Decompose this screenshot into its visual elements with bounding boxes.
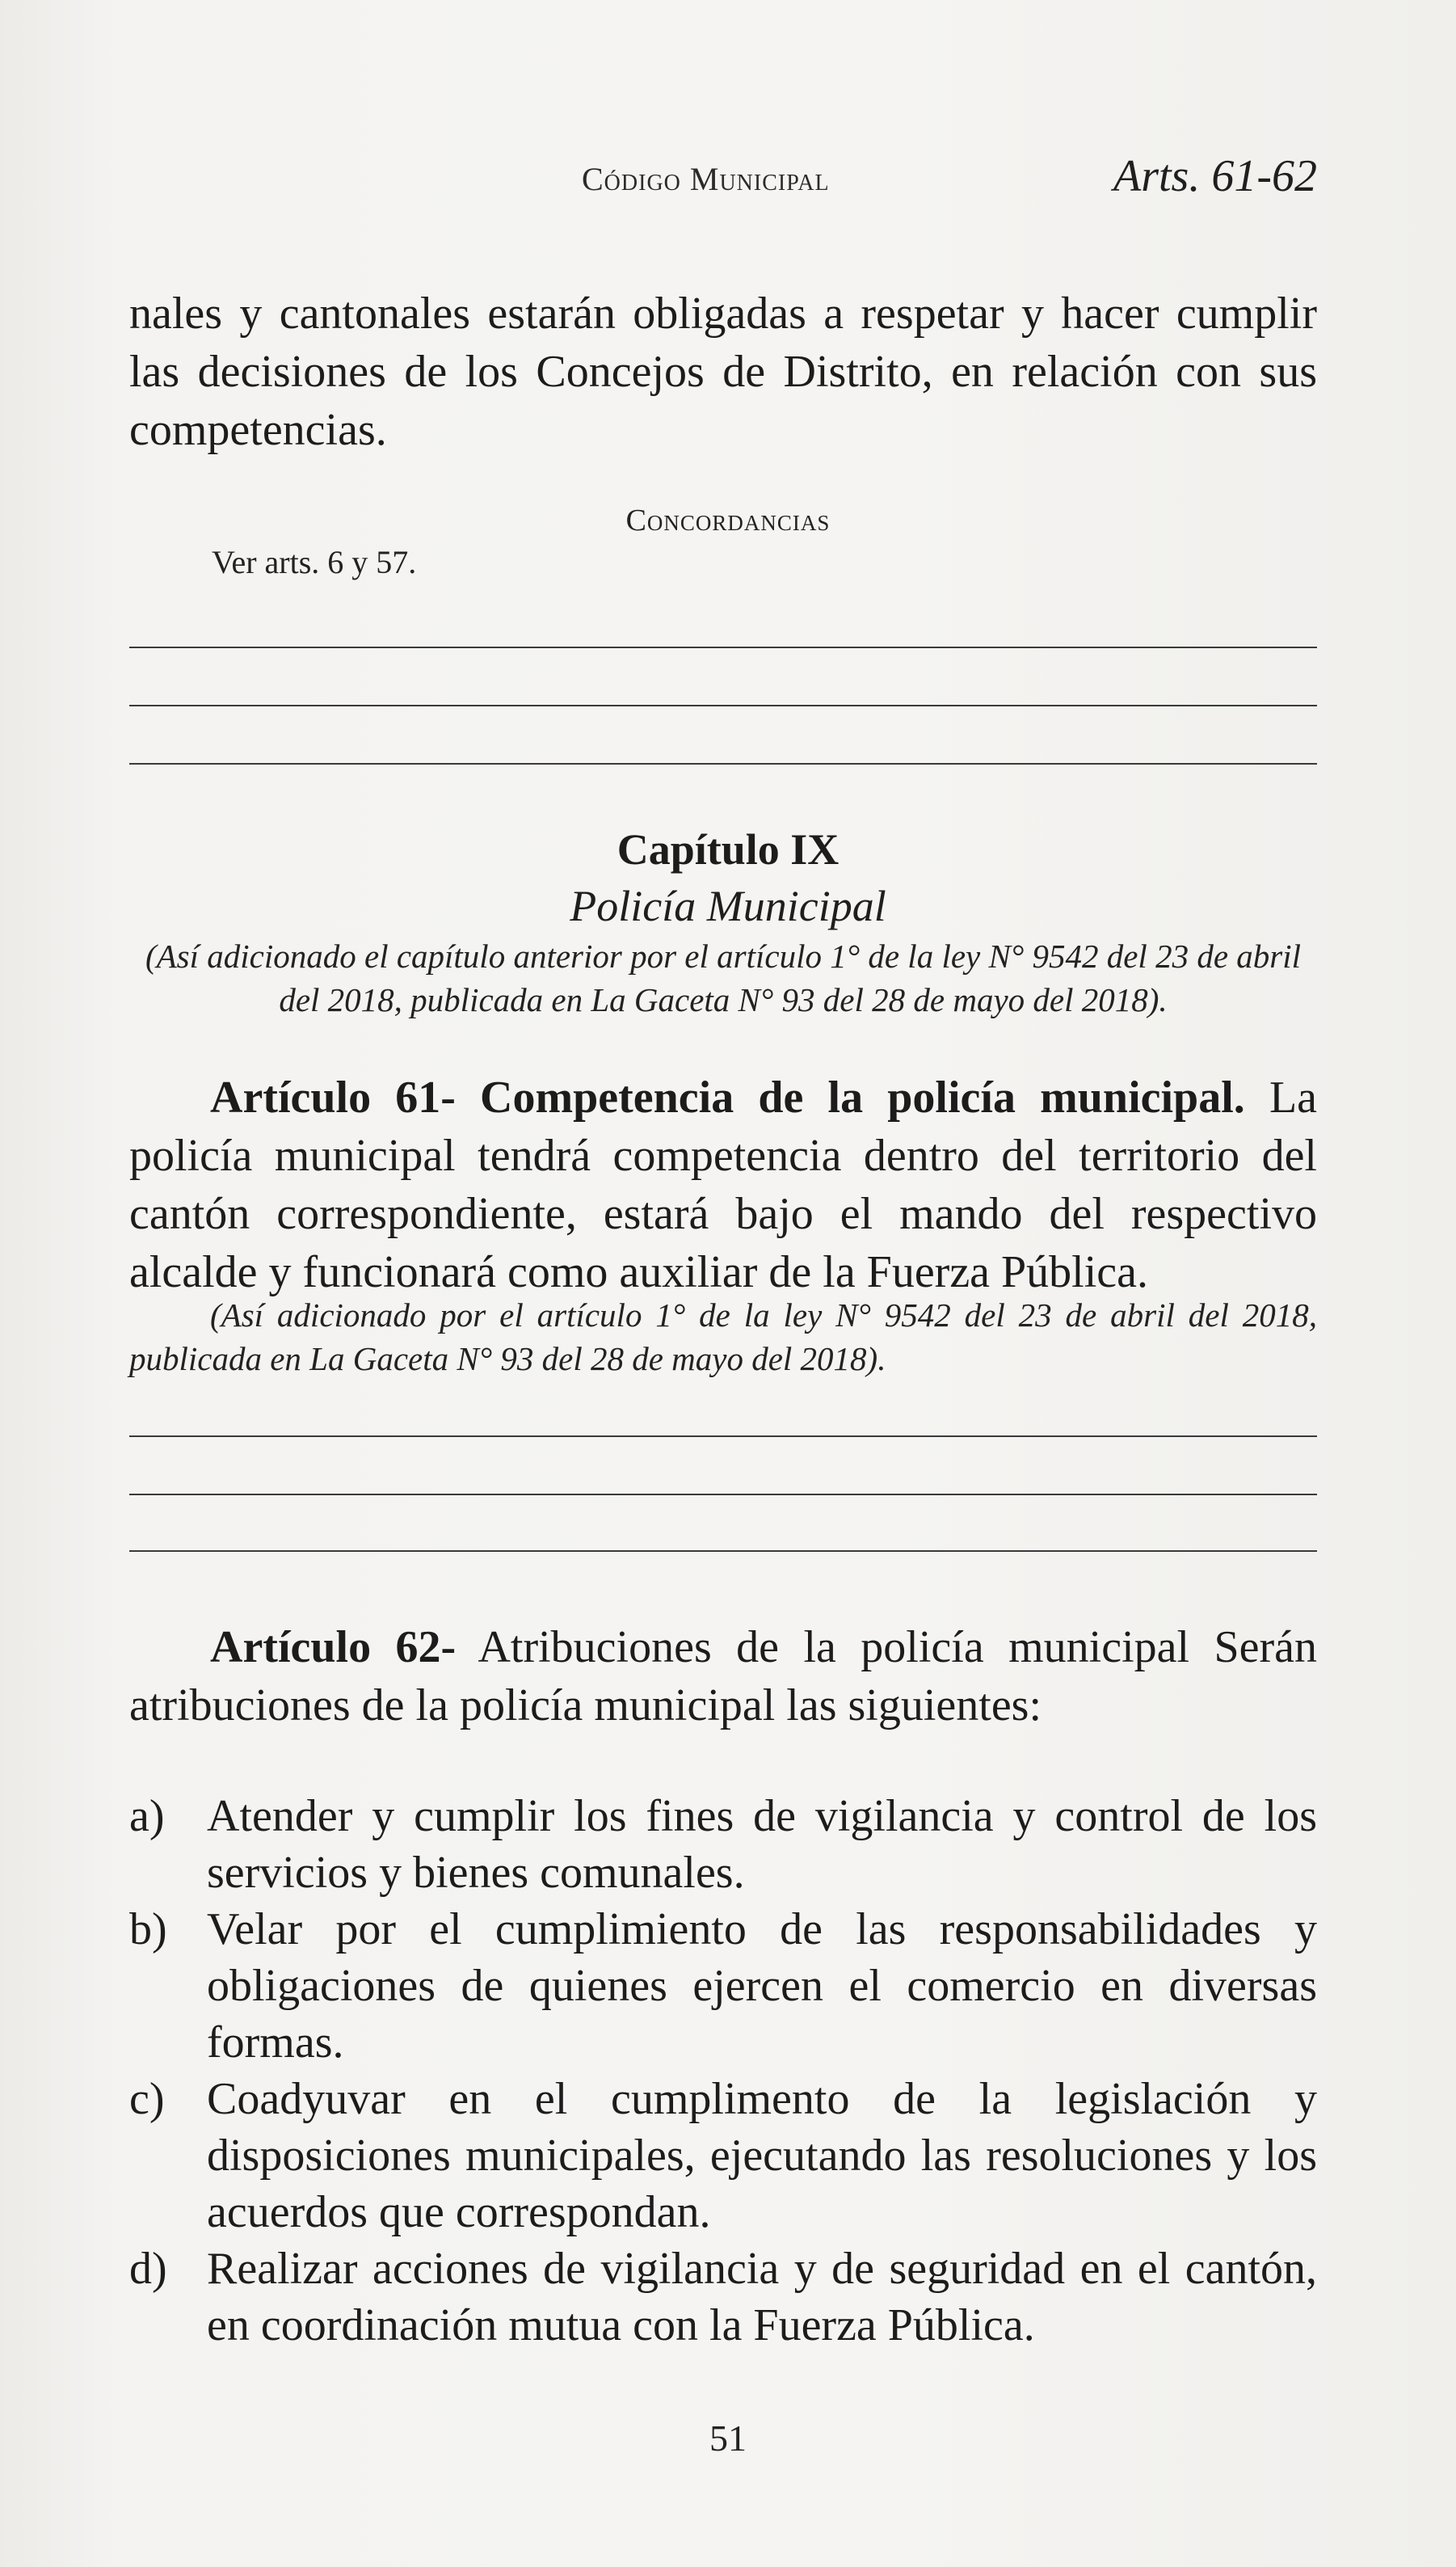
article-61 (129, 1069, 1317, 1301)
chapter-note: (Así adicionado el capítulo anterior por el artículo 1° de la ley N° 9542 del 23 de abril del 2018, publicada en La Gaceta N° 93 del 28 de mayo del 2018). (145, 938, 1302, 1018)
running-head-articles: Arts. 61-62 (1113, 151, 1317, 201)
divider-rule (129, 1550, 1317, 1552)
article-62-list (129, 1788, 1317, 2354)
article-62-heading: Artículo 62- (210, 1622, 457, 1672)
list-item-text: Atender y cumplir los fines de vigilancia y control de los servicios y bienes comunales. (207, 1791, 1317, 1898)
running-head (129, 150, 1317, 215)
running-head-title: Código Municipal (582, 161, 830, 197)
list-item (129, 2071, 1317, 2240)
divider-rule (129, 763, 1317, 765)
article-61-body: La policía municipal tendrá competencia dentro del territorio del cantón correspondiente, estará bajo el mando del respectivo alcalde y funcionará como auxiliar de la Fuerza Pública. (129, 1073, 1318, 1297)
list-marker: a) (129, 1791, 165, 1841)
article-61-heading: Artículo 61- Competencia de la policía municipal. (210, 1073, 1245, 1123)
list-item (129, 2240, 1317, 2354)
divider-rule (129, 1494, 1317, 1495)
divider-rule (129, 1435, 1317, 1437)
chapter-title: Capítulo IX (616, 825, 840, 874)
divider-rule (129, 705, 1317, 706)
list-item-text: Velar por el cumplimiento de las responsabilidades y obligaciones de quienes ejercen el comercio en diversas formas. (207, 1904, 1317, 2068)
divider-rule (129, 647, 1317, 648)
list-item (129, 1901, 1317, 2071)
intro-paragraph: nales y cantonales estarán obligadas a respetar y hacer cumplir las decisiones de los Concejos de Distrito, en relación con sus competencias. (129, 289, 1317, 455)
article-61-note: (Así adicionado por el artículo 1° de la ley N° 9542 del 23 de abril del 2018, publicada en La Gaceta N° 93 del 28 de mayo del 2018). (129, 1296, 1317, 1377)
list-item (129, 1788, 1317, 1901)
page-number: 51 (709, 2417, 747, 2459)
article-62 (129, 1618, 1317, 1735)
list-marker: d) (129, 2244, 167, 2294)
article-62-body: Atribuciones de la policía municipal Serán atribuciones de la policía municipal las siguientes: (129, 1622, 1317, 1730)
concordancias-text: Ver arts. 6 y 57. (212, 544, 417, 580)
list-item-text: Realizar acciones de vigilancia y de seguridad en el cantón, en coordinación mutua con la Fuerza Pública. (207, 2244, 1317, 2350)
concordancias-heading: Concordancias (625, 504, 831, 537)
list-marker: c) (129, 2074, 165, 2124)
chapter-subtitle: Policía Municipal (570, 882, 886, 930)
list-item-text: Coadyuvar en el cumplimento de la legislación y disposiciones municipales, ejecutando las resoluciones y los acuerdos que correspondan. (207, 2074, 1317, 2237)
list-marker: b) (129, 1904, 167, 1954)
